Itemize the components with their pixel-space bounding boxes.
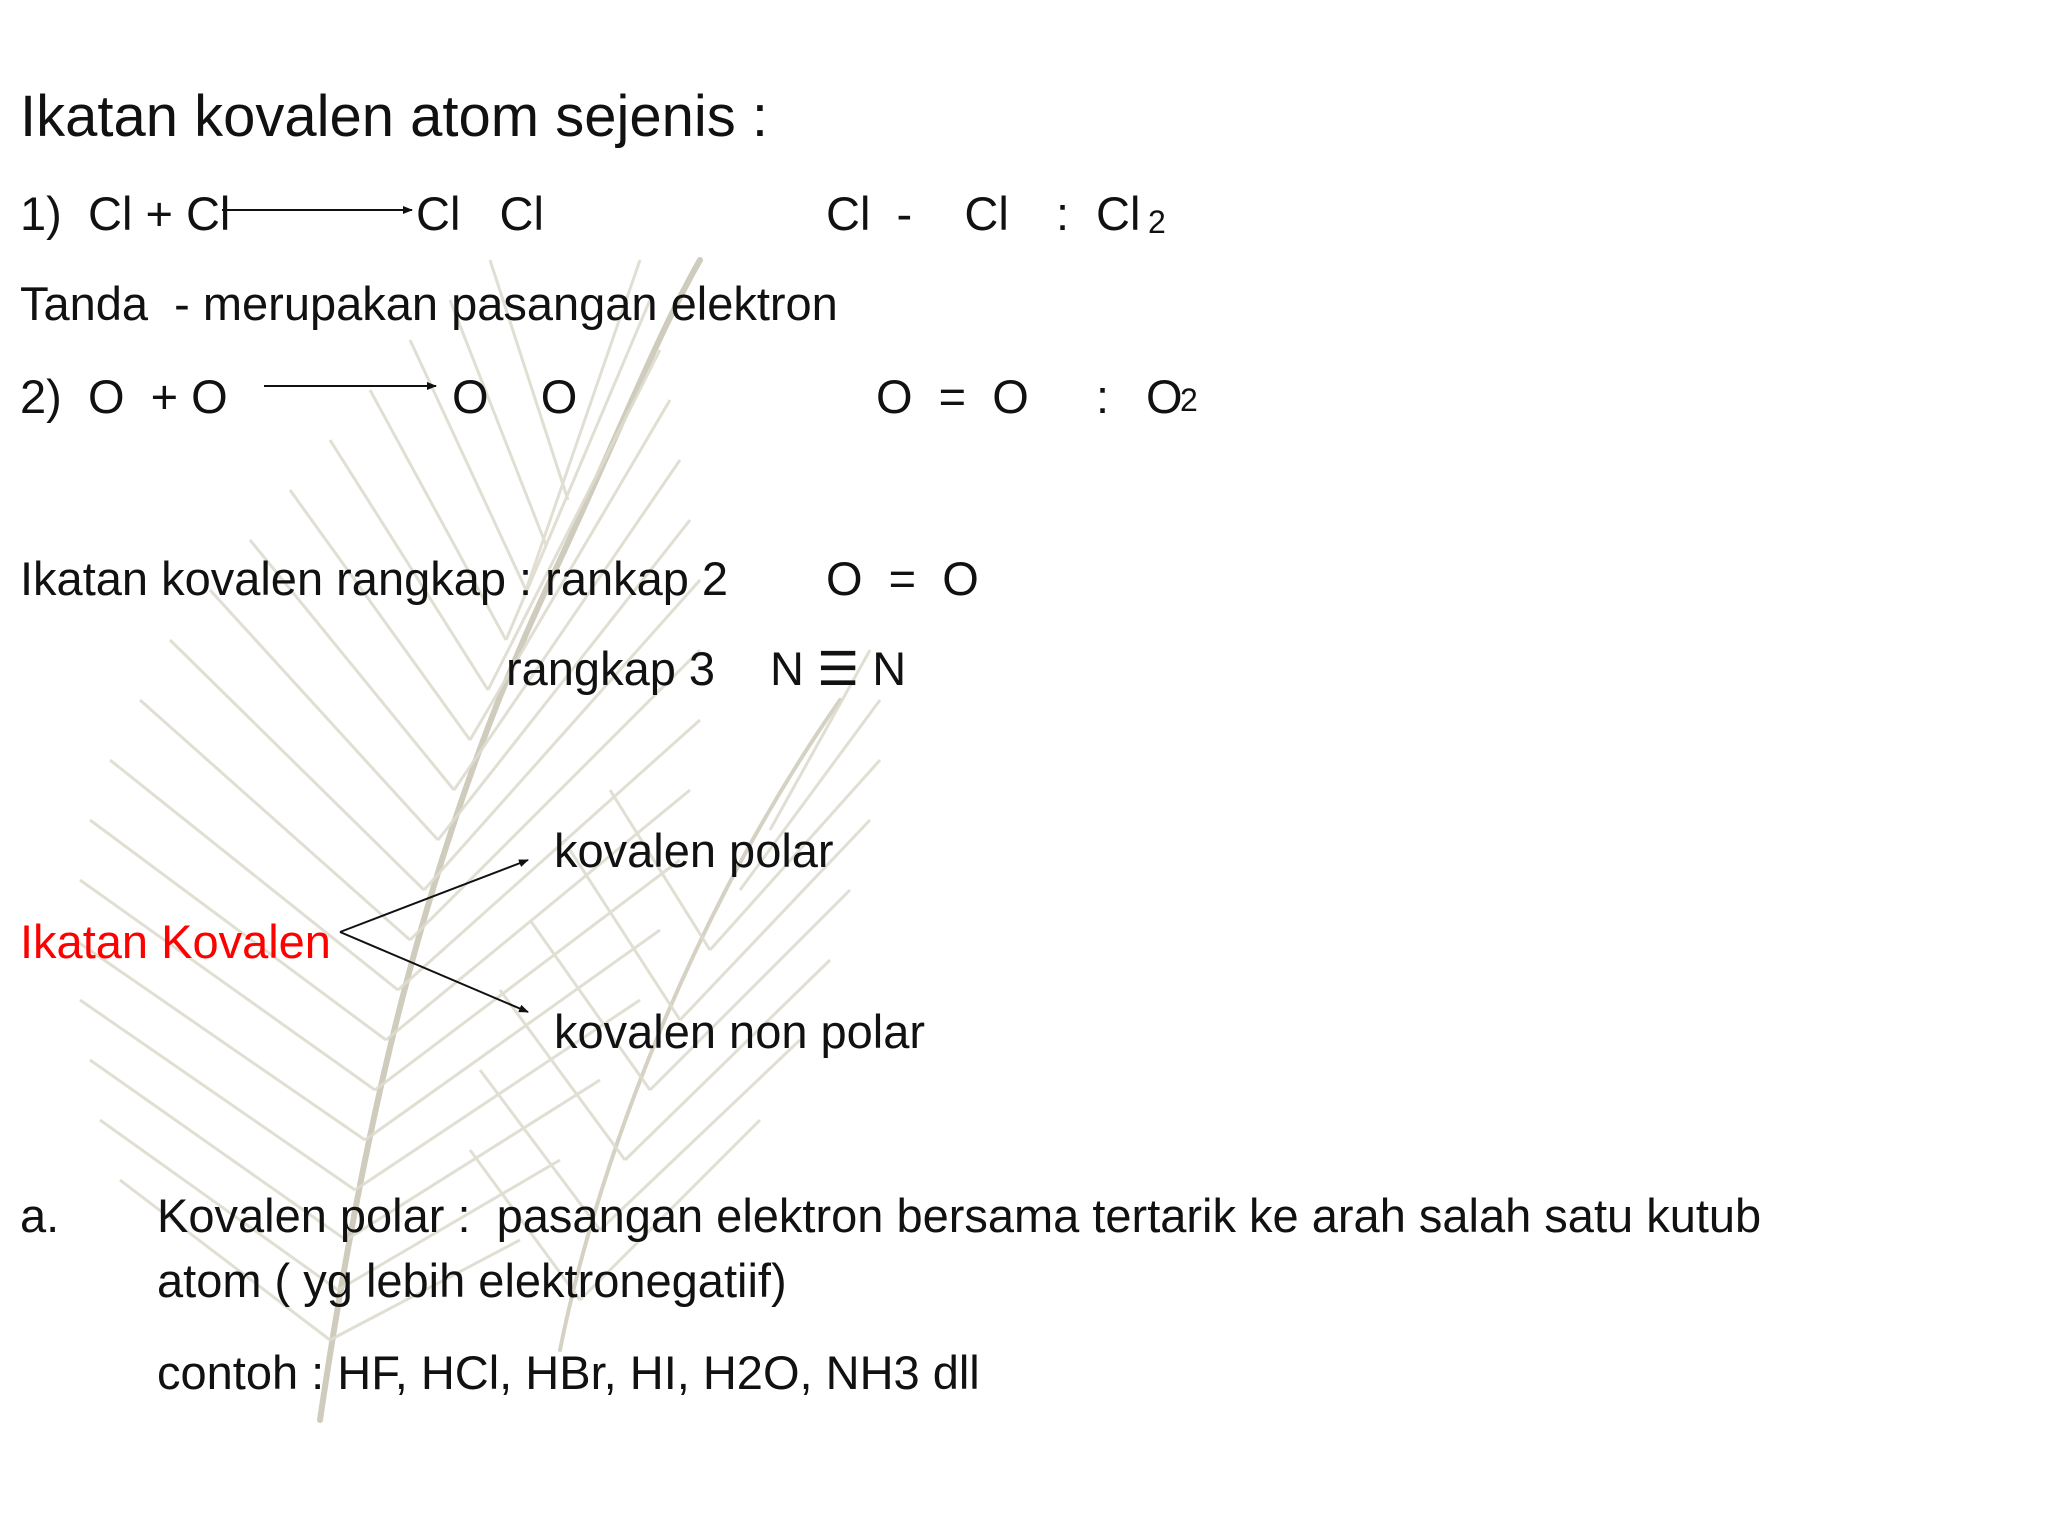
branch-arrow-icon (340, 860, 528, 932)
branch-nonpolar: kovalen non polar (554, 1005, 926, 1058)
point-a-line2: atom ( yg lebih elektronegatiif) (157, 1254, 787, 1307)
dash-note: Tanda - merupakan pasangan elektron (20, 277, 838, 330)
example1-subscript: 2 (1148, 204, 1166, 240)
double-bond-label: Ikatan kovalen rangkap : rankap 2 (20, 552, 729, 605)
double-bond-structure: O = O (826, 552, 979, 605)
example2-reactants: O + O (88, 370, 228, 423)
point-a-marker: a. (20, 1189, 60, 1242)
example2-formula: O (1146, 370, 1183, 423)
example2-product: O O (452, 370, 578, 423)
example2-number: 2) (20, 370, 62, 423)
slide-title: Ikatan kovalen atom sejenis : (20, 84, 768, 149)
example2-subscript: 2 (1180, 382, 1198, 418)
example1-reactants: Cl + Cl (88, 187, 231, 240)
triple-bond-label: rangkap 3 (506, 642, 716, 695)
example1-formula: Cl (1096, 187, 1141, 240)
point-a-example: contoh : HF, HCl, HBr, HI, H2O, NH3 dll (157, 1346, 980, 1399)
example2-colon: : (1096, 370, 1110, 423)
example1-product: Cl Cl (416, 187, 544, 240)
example1-number: 1) (20, 187, 62, 240)
example2-structure: O = O (876, 370, 1029, 423)
point-a-line1: Kovalen polar : pasangan elektron bersama tertarik ke arah salah satu kutub (157, 1189, 1762, 1242)
example1-structure: Cl - Cl (826, 187, 1009, 240)
branch-polar: kovalen polar (554, 824, 834, 877)
classification-root: Ikatan Kovalen (20, 915, 331, 968)
triple-bond-structure: N ☰ N (770, 642, 907, 695)
branch-arrow-icon (340, 932, 528, 1012)
example1-colon: : (1056, 187, 1070, 240)
